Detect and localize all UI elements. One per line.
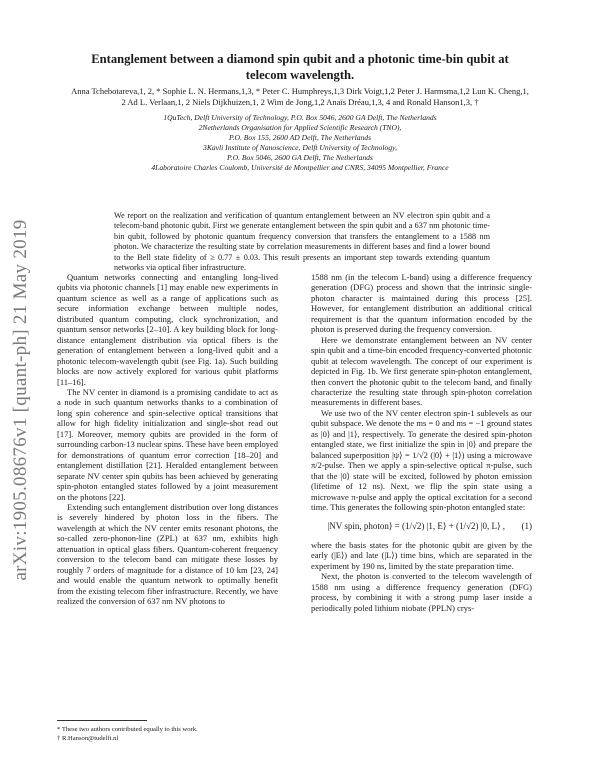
equation-body: |NV spin, photon⟩ = (1/√2) |1, E⟩ + (1/√2) |0, L⟩ , (327, 521, 506, 532)
arxiv-sidebar-stamp (6, 200, 36, 600)
body-paragraph: Quantum networks connecting and entangling long-lived qubits via photonic channels [1] may enable new experiments in quantum science as well as a range of applications such as secure information exchange between multiple nodes, distributed quantum computing, clock synchronization, and quantum sensor networks [2–10]. A key building block for long-distance entanglement distribution via optical fibers is the generation of entanglement between a long-lived qubit and a photonic telecom-wavelength qubit (see Fig. 1a). Such building blocks are now actively explored for various qubit platforms [11–16]. (57, 272, 278, 387)
left-column (57, 272, 278, 607)
equation-number: (1) (521, 521, 532, 532)
arxiv-identifier: arXiv:1905.08676v1 [quant-ph] 21 May 2019 (10, 219, 31, 581)
body-paragraph: Here we demonstrate entanglement between an NV center spin qubit and a time-bin encoded frequency-converted photonic qubit at telecom wavelength. The concept of our experiment is depicted in Fig. 1b. We first generate spin-photon entanglement, then convert the photonic qubit to the telecom band, and finally characterize the resulting state through spin-photon correlation measurements in different bases. (311, 334, 532, 408)
author-list: Anna Tchebotareva,1, 2, * Sophie L. N. Hermans,1,3, * Peter C. Humphreys,1,3 Dirk Voigt,1,2 Peter J. Harmsma,1,2 Lun K. Cheng,1, 2 Ad L. Verlaan,1, 2 Niels Dijkhuizen,1, 2 Wim de Jong,1,2 Anaïs Dréau,1,3, 4 and Ronald Hanson1,3, † (71, 86, 529, 107)
right-column (311, 272, 532, 613)
body-paragraph: where the basis states for the photonic qubit are given by the early (|E⟩) and late (|L⟩) time bins, which are separated in the experiment by 190 ns, limited by the state preparation time. (311, 539, 532, 571)
abstract: We report on the realization and verification of quantum entanglement between an NV electron spin qubit and a telecom-band photonic qubit. First we generate entanglement between the spin qubit and a 637 nm photonic time-bin qubit, followed by photonic quantum frequency conversion that transfers the entanglement to a 1588 nm photon. We characterize the resulting state by correlation measurements in different bases and find a lower bound to the Bell state fidelity of ≥ 0.77 ± 0.03. This result presents an important step towards extending quantum networks via optical fiber infrastructure. (114, 211, 490, 273)
affiliation-line: 4Laboratoire Charles Coulomb, Université de Montpellier and CNRS, 34095 Montpellier, France (151, 163, 449, 172)
body-paragraph: The NV center in diamond is a promising candidate to act as a node in such quantum networks thanks to a combination of long spin coherence and spin-selective optical transitions that allow for high fidelity initialization and single-shot read out [17]. Moreover, memory qubits are provided in the form of surrounding carbon-13 nuclear spins. These have been employed for demonstrations of quantum error correction [18–20] and entanglement distillation [21]. Heralded entanglement between separate NV center spin qubits has been achieved by generating spin-photon entangled states followed by a joint measurement on the photons [22]. (57, 386, 278, 502)
affiliation-line: 1QuTech, Delft University of Technology, P.O. Box 5046, 2600 GA Delft, The Netherlands (163, 113, 437, 122)
footnote: * These two authors contributed equally to this work. (57, 726, 198, 733)
footnote-rule (57, 720, 147, 721)
body-paragraph: 1588 nm (in the telecom L-band) using a difference frequency generation (DFG) process and shown that the intrinsic single-photon character is maintained during this process [25]. However, for entanglement distribution an additional critical requirement is that the quantum information encoded by the photon is preserved during the frequency conversion. (311, 272, 532, 335)
affiliation-line: P.O. Box 5046, 2600 GA Delft, The Netherlands (227, 153, 373, 162)
footnotes (57, 720, 278, 743)
body-paragraph: Extending such entanglement distribution over long distances is severely hindered by photon loss in the fibers. The wavelength at which the NV center emits resonant photons, the so-called zero-phonon-line (ZPL) at 637 nm, exhibits high attenuation in optical glass fibers. Quantum-coherent frequency conversion to the telecom band can mitigate these losses by roughly 7 orders of magnitude for a distance of 10 km [23, 24] and would enable the quantum network to optimally benefit from the existing telecom fiber infrastructure. Recently, we have realized the conversion of 637 nm NV photons to (57, 501, 278, 607)
affiliations (68, 113, 532, 173)
affiliation-line: 3Kavli Institute of Nanoscience, Delft University of Technology, (203, 143, 397, 152)
body-paragraph: Next, the photon is converted to the telecom wavelength of 1588 nm using a difference frequency generation (DFG) process, by combining it with a strong pump laser inside a periodically poled lithium niobate (PPLN) crys- (311, 571, 532, 613)
paper-title: Entanglement between a diamond spin qubit and a photonic time-bin qubit at telecom wavelength. (91, 52, 509, 82)
equation-1 (311, 521, 532, 531)
footnote-email[interactable]: † R.Hanson@tudelft.nl (57, 735, 119, 742)
affiliation-line: P.O. Box 155, 2600 AD Delft, The Netherlands (228, 133, 372, 142)
body-paragraph: We use two of the NV center electron spin-1 sublevels as our qubit subspace. We denote the ms = 0 and ms = −1 ground states as |0⟩ and |1⟩, respectively. To generate the desired spin-photon entangled state, we first initialize the spin in |0⟩ and prepare the balanced superposition |ψ⟩ = 1/√2 (|0⟩ + |1⟩) using a microwave π/2-pulse. Then we apply a spin-selective optical π-pulse, such that the |0⟩ state will be excited, followed by photon emission (lifetime of 12 ns). Next, we flip the spin state using a microwave π-pulse and apply the optical excitation for a second time. This generates the following spin-photon entangled state: (311, 407, 532, 512)
affiliation-line: 2Netherlands Organisation for Applied Scientific Research (TNO), (198, 123, 402, 132)
